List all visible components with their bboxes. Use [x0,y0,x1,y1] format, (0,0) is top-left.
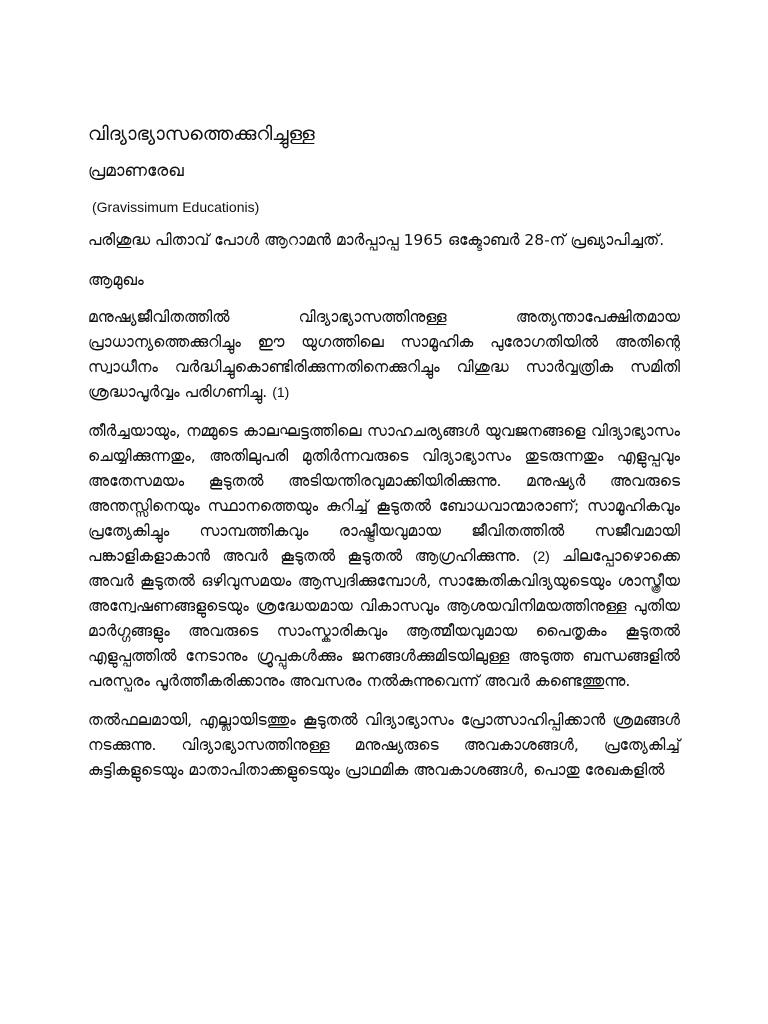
promulgation-text: പരിശുദ്ധ പിതാവ് പോൾ ആറാമൻ മാർപ്പാപ്പ 1965 ഒക്ടോബർ 28-ന് പ്രഖ്യാപിച്ചത്. [88,231,665,249]
document-subtitle: പ്രമാണരേഖ [88,161,184,181]
paragraph-2-continuation: ചിലപ്പോഴൊക്കെ അവർ കൂടുതൽ ഒഴിവുസമയം ആസ്വദിക്കുമ്പോൾ, സാങ്കേതികവിദ്യയുടെയും ശാസ്ത്രീയ അന്വേഷണങ്ങളുടെയും ശ്രദ്ധേയമായ വികാസവും ആശയവിനിമയത്തിനുള്ള പുതിയ മാർഗ്ഗങ്ങളും അവരുടെ സാംസ്കാരികവും ആത്മീയവുമായ പൈതൃകം കൂടുതൽ എളുപ്പത്തിൽ നേടാനും ഗ്രൂപ്പുകൾക്കും ജനങ്ങൾക്കുമിടയിലുള്ള അടുത്ത ബന്ധങ്ങളിൽ പരസ്പരം പൂർത്തീകരിക്കാനും അവസരം നൽകുന്നുവെന്ന് അവർ കണ്ടെത്തുന്നു. [88,547,680,690]
paragraph-2 [88,419,680,694]
paragraph-1-text: മനുഷ്യജീവിതത്തിൽ വിദ്യാഭ്യാസത്തിനുള്ള അത്യന്താപേക്ഷിതമായ പ്രാധാന്യത്തെക്കുറിച്ചും ഈ യുഗത്തിലെ സാമൂഹിക പുരോഗതിയിൽ അതിന്റെ സ്വാധീനം വർദ്ധിച്ചുകൊണ്ടിരിക്കുന്നതിനെക്കുറിച്ചും വിശുദ്ധ സാർവ്വത്രിക സമിതി ശ്രദ്ധാപൂർവ്വം പരിഗണിച്ചു. [88,308,680,401]
paragraph-2-reference: (2) [532,548,550,564]
latin-title: (Gravissimum Educationis) [92,199,260,215]
document-title: വിദ്യാഭ്യാസത്തെക്കുറിച്ചുള്ള [88,123,315,145]
paragraph-1 [88,305,680,405]
paragraph-1-reference: (1) [272,384,290,400]
paragraph-2-text: തീർച്ചയായും, നമ്മുടെ കാലഘട്ടത്തിലെ സാഹചര്യങ്ങൾ യുവജനങ്ങളെ വിദ്യാഭ്യാസം ചെയ്യിക്കുന്നതും, അതിലുപരി മുതിർന്നവരുടെ വിദ്യാഭ്യാസം തുടരുന്നതും എളുപ്പവും അതേസമയം കൂടുതൽ അടിയന്തിരവുമാക്കിയിരിക്കുന്നു. മനുഷ്യർ അവരുടെ അന്തസ്സിനെയും സ്ഥാനത്തെയും കുറിച്ച് കൂടുതൽ ബോധവാന്മാരാണ്; സാമൂഹികവും പ്രത്യേകിച്ചും സാമ്പത്തികവും രാഷ്ട്രീയവുമായ ജീവിതത്തിൽ സജീവമായി പങ്കാളികളാകാൻ അവർ കൂടുതൽ കൂടുതൽ ആഗ്രഹിക്കുന്നു. [88,422,680,565]
intro-heading: ആമുഖം [88,270,144,289]
paragraph-3: തൽഫലമായി, എല്ലായിടത്തും കൂടുതൽ വിദ്യാഭ്യാസം പ്രോത്സാഹിപ്പിക്കാൻ ശ്രമങ്ങൾ നടക്കുന്നു. വിദ്യാഭ്യാസത്തിനുള്ള മനുഷ്യരുടെ അവകാശങ്ങൾ, പ്രത്യേകിച്ച് കുട്ടികളുടെയും മാതാപിതാക്കളുടെയും പ്രാഥമിക അവകാശങ്ങൾ, പൊതു രേഖകളിൽ [88,711,680,779]
